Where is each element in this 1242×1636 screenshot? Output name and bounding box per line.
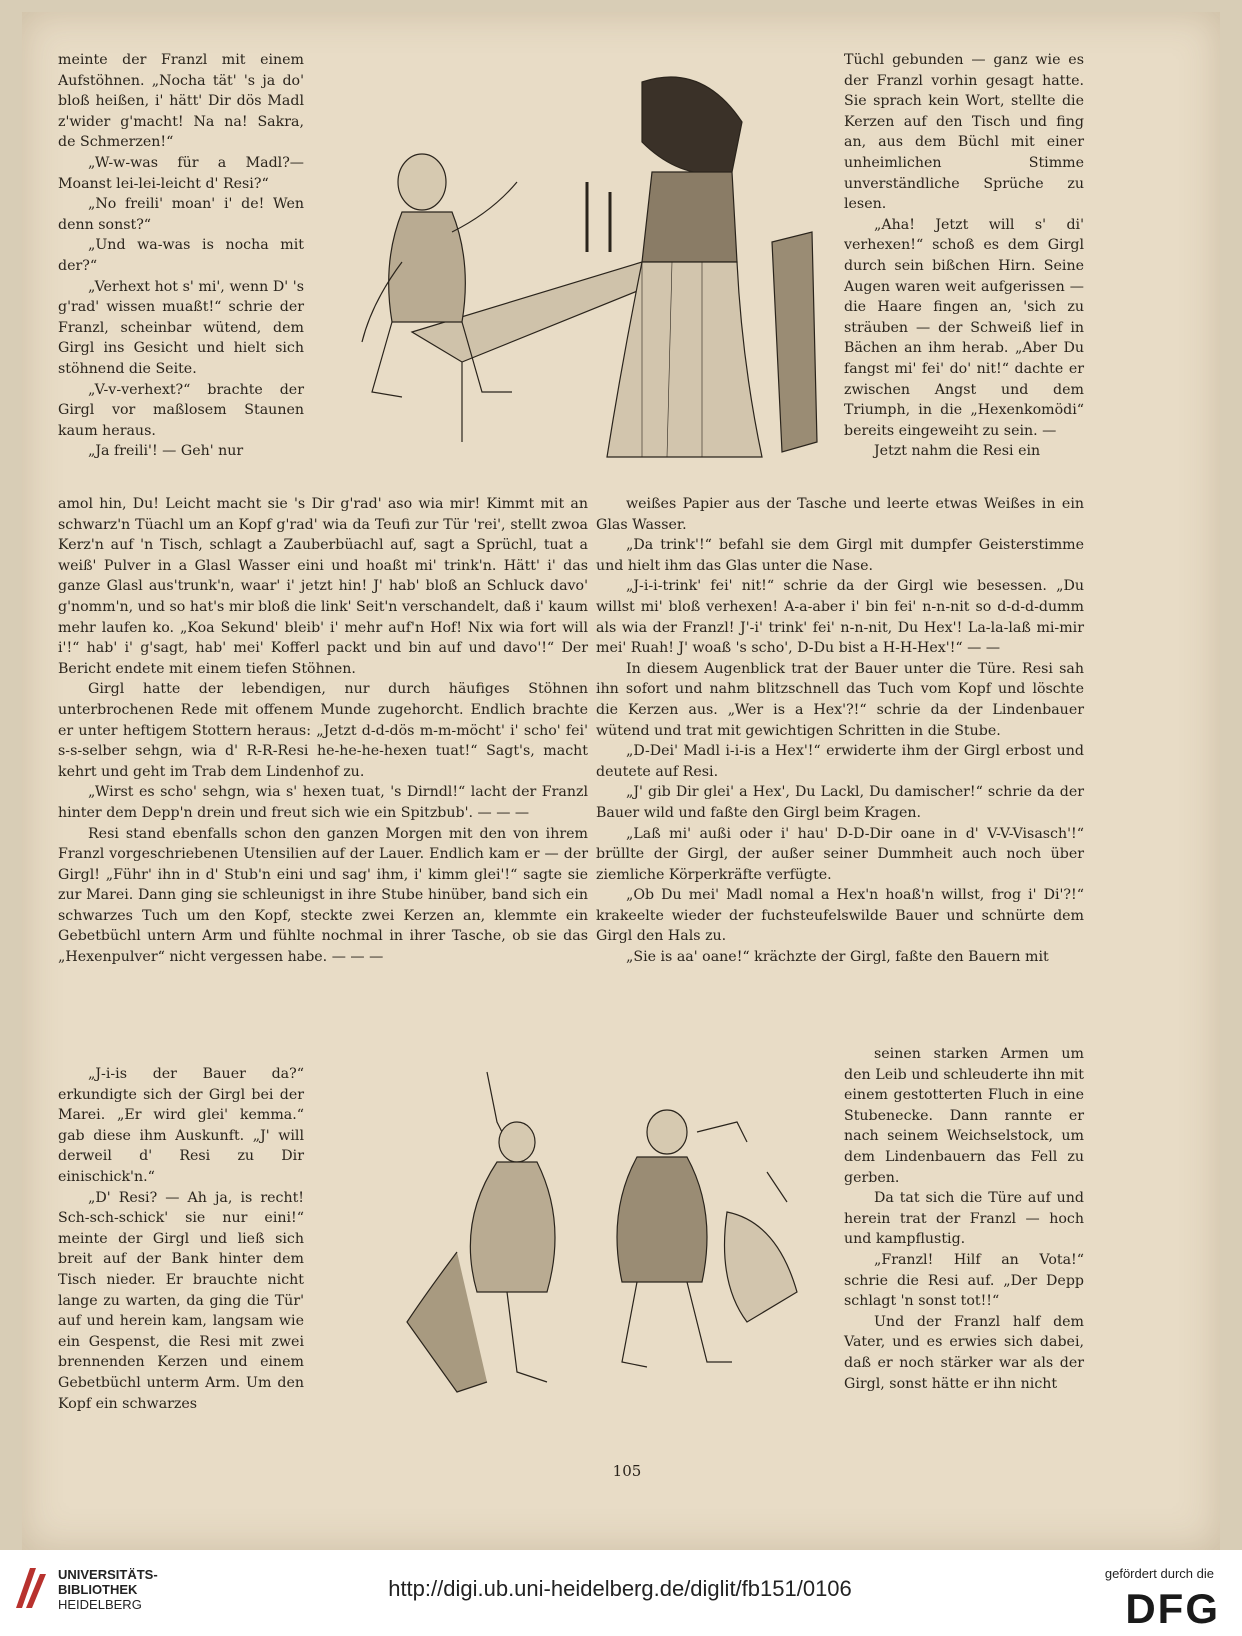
text-column-top-right [844,50,1084,462]
paragraph: „Da trink'!“ befahl sie dem Girgl mit dumpfer Geisterstimme und hielt ihm das Glas unter die Nase. [596,537,1084,574]
paragraph: „Verhext hot s' mi', wenn D' 's g'rad' wissen muaßt!“ schrie der Franzl, scheinbar wütend, dem Girgl ins Gesicht und hielt sich stöhnend die Seite. [58,278,304,377]
paragraph: „Laß mi' außi oder i' hau' D-D-Dir oane in d' V-V-Visasch'!“ brüllte der Girgl, der außer seiner Dummheit auch noch über ziemliche Körperkräfte verfügte. [596,825,1084,883]
paragraph: „Ja freili'! — Geh' nur [88,443,244,460]
footer-bar [0,1550,1242,1636]
paragraph: Girgl hatte der lebendigen, nur durch häufiges Stöhnen unterbrochenen Rede mit offenem Munde zugehorcht. Endlich brachte er unter heftigem Stottern heraus: „Jetzt d-d-dös m-m-möcht' i' scho' fei' s-s-selber sehgn, wia d' R-R-Resi he-he-he-hexen tuat!“ Sagt's, macht kehrt und geht im Trab dem Lindenhof zu. [58,681,588,780]
institution-name [58,1567,158,1612]
paragraph: „D' Resi? — Ah ja, is recht! Sch-sch-schick' sie nur eini!“ meinte der Girgl und ließ sich breit auf der Bank hinter dem Tisch nieder. Er brauchte nicht lange zu warten, da ging die Tür' auf und herein kam, langsam wie ein Gespenst, die Resi mit zwei brennenden Kerzen und einem Gebetbüchl unterm Arm. Um den Kopf ein schwarzes [58,1189,304,1412]
paragraph: „J' gib Dir glei' a Hex', Du Lackl, Du damischer!“ schrie da der Bauer wild und faßte den Girgl beim Kragen. [596,784,1084,821]
paragraph: „V-v-verhext?“ brachte der Girgl vor maßlosem Staunen kaum heraus. [58,381,304,439]
paragraph: Tüchl gebunden — ganz wie es der Franzl vorhin gesagt hatte. Sie sprach kein Wort, stellte die Kerzen auf den Tisch und fing an, aus dem Büchl mit einer unheimlichen Stimme unverständliche Sprüche zu lesen. [844,52,1084,213]
paragraph: seinen starken Armen um den Leib und schleuderte ihn mit einem gestotterten Fluch in eine Stubenecke. Dann rannte er nach seinem Weichselstock, um dem Lindenbauern das Fell zu gerben. [844,1046,1084,1186]
paragraph: „W-w-was für a Madl?— Moanst lei-lei-leicht d' Resi?“ [58,154,304,192]
paragraph: Resi stand ebenfalls schon den ganzen Morgen mit den von ihrem Franzl vorgeschriebenen Utensilien auf der Lauer. Endlich kam er — der Girgl! „Führ' ihn in d' Stub'n eini und sag' ihm, i' kimm glei'!“ sagte sie zur Marei. Dann ging sie schleunigst in ihre Stube hinüber, band sich ein schwarzes Tuch um den Kopf, steckte zwei Kerzen an, klemmte ein Gebetbüchl untern Arm und fühlte nochmal in ihrer Tasche, ob sie das „Hexenpulver“ nicht vergessen habe. — — — [58,825,588,966]
paragraph: „J-i-i-trink' fei' nit!“ schrie da der Girgl wie besessen. „Du willst mi' bloß verhexen! A-a-aber i' bin fei' n-n-nit so d-d-d-dumm als wia der Franzl! J'-i' trink' fei' n-n-nit, Du Hex'! La-la-laß mi-mir mei' Ruah! J' woaß 's scho', D-Du bist a H-H-Hex'!“ — — [596,578,1084,657]
paragraph: „J-i-is der Bauer da?“ erkundigte sich der Girgl bei der Marei. „Er wird glei' kemma.“ gab diese ihm Auskunft. „J' will derweil d' Resi zu Dir einischick'n.“ [58,1066,304,1185]
paragraph: „D-Dei' Madl i-i-is a Hex'!“ erwiderte ihm der Girgl erbost und deutete auf Resi. [596,743,1084,780]
paragraph: „No freili' moan' i' de! Wen denn sonst?“ [58,196,304,233]
illustration-resi-and-girgl [342,62,822,472]
dfg-logo: DFG [1125,1585,1220,1632]
paragraph: In diesem Augenblick trat der Bauer unter die Türe. Resi sah ihn sofort und nahm blitzschnell das Tuch vom Kopf und löschte die Kerzen aus. „Wer is a Hex'?!“ schrie da der Lindenbauer wütend und trat mit gewichtigen Schritten in die Stube. [596,660,1084,739]
institution-line-3: HEIDELBERG [58,1597,142,1612]
text-column-top-left [58,50,304,462]
text-column-middle-right [596,494,1084,968]
text-column-bottom-left [58,1064,304,1414]
paragraph: amol hin, Du! Leicht macht sie 's Dir g'rad' aso wia mir! Kimmt mit an schwarz'n Tüachl um an Kopf g'rad' wia da Teufi zur Tür 'rei', stellt zwoa Kerz'n auf 'n Tisch, schlagt a Zauberbüachl auf, sagt a Sprüchl, tuat a weiß' Pulver in a Glasl Wasser eini und hoaßt mi' trink'n. Hätt' i' das ganze Glasl aus'trunk'n, waar' i' jetzt hin! J' hab' bloß an Schluck davo' g'nomm'n, und so hat's mir bloß die link' Seit'n verschandelt, daß i' kaum mehr laufen ko. „Koa Sekund' bleib' i' mehr auf'n Hof! Nix wia fort will i'!“ hab' i' g'sagt, hab' mei' Kofferl packt und bin auf und davo'!“ Der Bericht endete mit einem tiefen Stöhnen. [58,496,588,677]
scanned-page [22,12,1220,1550]
paragraph: weißes Papier aus der Tasche und leerte etwas Weißes in ein Glas Wasser. [596,496,1084,533]
paragraph: meinte der Franzl mit einem Aufstöhnen. „Nocha tät' 's ja do' bloß heißen, i' hätt' Dir dös Madl z'wider g'macht! Na na! Sakra, de Schmerzen!“ [58,52,304,151]
paragraph: „Ob Du mei' Madl nomal a Hex'n hoaß'n willst, frog i' Di'?!“ krakeelte wieder der fuchsteufelswilde Bauer und schnürte dem Girgl den Hals zu. [596,887,1084,945]
paragraph: „Aha! Jetzt will s' di' verhexen!“ schoß es dem Girgl durch sein bißchen Hirn. Seine Augen waren weit aufgerissen — die Haare fingen an, 'sich zu sträuben — der Schweiß lief in Bächen an ihm herab. „Aber Du fangst mi' fei' do' nit!“ dachte er zwischen Angst und dem Triumph, in die „Hexenkomödi“ bereits eingeweiht zu sein. — [844,216,1084,439]
paragraph: Da tat sich die Türe auf und herein trat der Franzl — hoch und kampflustig. [844,1190,1084,1248]
page-number: 105 [612,1462,642,1480]
paragraph: „Sie is aa' oane!“ krächzte der Girgl, faßte den Bauern mit [626,949,1049,966]
paragraph: „Und wa-was is nocha mit der?“ [58,237,304,274]
paragraph: Jetzt nahm die Resi ein [874,443,1041,460]
text-column-middle-left [58,494,588,968]
university-library-logo-icon [10,1564,50,1614]
institution-line-2: BIBLIOTHEK [58,1582,138,1597]
illustration-fight-scene [367,1062,827,1422]
text-column-bottom-right [844,1044,1084,1394]
funded-by-label: gefördert durch die [1104,1566,1214,1581]
paragraph: „Wirst es scho' sehgn, wia s' hexen tuat, 's Dirndl!“ lacht der Franzl hinter dem Depp'n drein und freut sich wie ein Spitzbub'. — — — [58,784,588,821]
institution-line-1: UNIVERSITÄTS- [58,1567,158,1582]
digitization-url-link[interactable]: http://digi.ub.uni-heidelberg.de/diglit/fb151/0106 [388,1576,852,1601]
paragraph: Und der Franzl half dem Vater, und es erwies sich dabei, daß er noch stärker war als der Girgl, sonst hätte er ihn nicht [844,1313,1084,1392]
paragraph: „Franzl! Hilf an Vota!“ schrie die Resi auf. „Der Depp schlagt 'n sonst tot!!“ [844,1251,1084,1310]
